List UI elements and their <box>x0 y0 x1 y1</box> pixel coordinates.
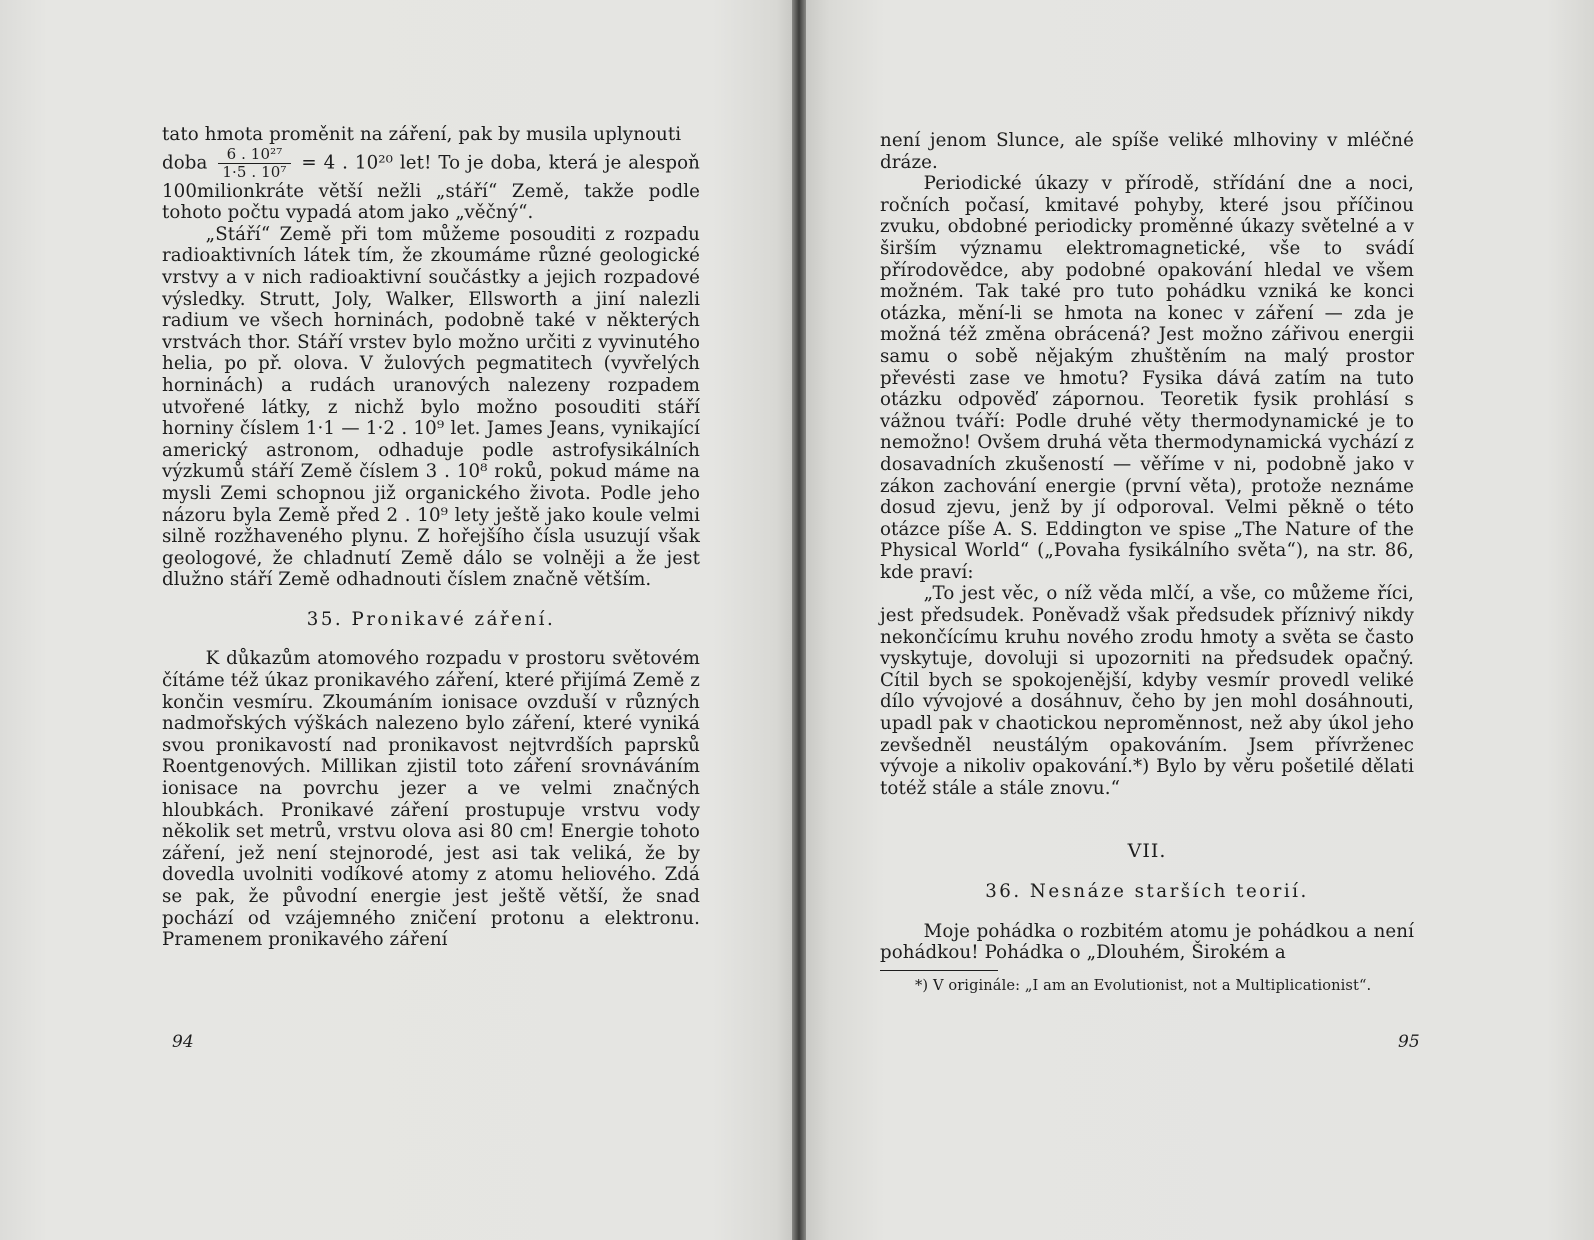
section-heading-35: 35. Pronikavé záření. <box>306 608 556 630</box>
left-page <box>0 0 792 1240</box>
page-number-left: 94 <box>172 1032 194 1052</box>
left-page-text <box>162 124 700 951</box>
right-paragraph-3: „To jest věc, o níž věda mlčí, a vše, co můžeme říci, jest předsudek. Poněvadž však předsudek příznivý nikdy nekončícímu kruhu nového zrodu hmoty a světa se často vyskytuje, dovoluji si upozorniti na předsudek opačný. Cítil bych se spokojenější, kdyby vesmír provedl veliké dílo vývojové a dosáhnuv, čeho by jen mohl dosáhnouti, upadl pak v chaotickou neproměnnost, než aby úkol jeho zevšedněl neustálým opakováním. Jsem přívrženec vývoje a nikoliv opakování.*) Bylo by věru pošetilé dělati totéž stále a stále znovu.“ <box>880 583 1414 799</box>
formula-denominator: 1·5 . 10⁷ <box>222 162 287 181</box>
left-formula-line <box>162 146 700 224</box>
formula-numerator: 6 . 10²⁷ <box>218 146 290 164</box>
formula-fraction <box>218 146 290 181</box>
right-paragraph-4: Moje pohádka o rozbitém atomu je pohádkou a není pohádkou! Pohádka o „Dlouhém, Širokém a <box>880 920 1414 964</box>
footnote-rule <box>880 970 998 971</box>
right-paragraph-1: není jenom Slunce, ale spíše veliké mlhoviny v mléčné dráze. <box>880 130 1414 173</box>
left-line-1: tato hmota proměnit na záření, pak by musila uplynouti <box>162 124 682 145</box>
book-gutter <box>792 0 806 1240</box>
right-page-text <box>880 130 1414 995</box>
page-number-right: 95 <box>1398 1032 1420 1052</box>
footnote: *) V originále: „I am an Evolutionist, not a Multiplicationist“. <box>915 976 1372 994</box>
section-heading-36: 36. Nesnáze starších teorií. <box>985 881 1309 902</box>
formula-suffix: = 4 . 10²⁰ let! To je doba, která je alespoň 100milionkráte větší nežli „stáří“ Země, takže podle tohoto počtu vypadá atom jako „věčný“. <box>162 152 700 224</box>
left-paragraph-2: „Stáří“ Země při tom můžeme posouditi z rozpadu radioaktivních látek tím, že zkoumáme různé geologické vrstvy a v nich radioaktivní součástky a jejich rozpadové výsledky. Strutt, Joly, Walker, Ellsworth a jiní nalezli radium ve všech horninách, podobně také v některých vrstvách thor. Stáří vrstev bylo možno určiti z vyvinutého helia, po př. olova. V žulových pegmatitech (vyvřelých horninách) a rudách uranových nalezeny rozpadem utvořené látky, z nichž bylo možno posouditi stáří horniny číslem 1·1 — 1·2 . 10⁹ let. James Jeans, vynikající americký astronom, odhaduje podle astrofysikálních výzkumů stáří Země číslem 3 . 10⁸ roků, pokud máme na mysli Zemi schopnou již organického života. Podle jeho názoru byla Země před 2 . 10⁹ lety ještě jako koule velmi silně rozžhaveného plynu. Z hořejšího čísla usuzují však geologové, že chladnutí Země dálo se volněji a že jest dlužno stáří Země odhadnouti číslem značně větším. <box>162 223 700 591</box>
chapter-number: VII. <box>1127 840 1167 863</box>
left-paragraph-3: K důkazům atomového rozpadu v prostoru světovém čítáme též úkaz pronikavého záření, které přijímá Země z končin vesmíru. Zkoumáním ionisace ovzduší v různých nadmořských výškách nalezeno bylo záření, které vyniká svou pronikavostí nad pronikavost nejtvrdších paprsků Roentgenových. Millikan zjistil toto záření srovnáváním ionisace na povrchu jezer a ve velmi značných hloubkách. Pronikavé záření prostupuje vrstvu vody několik set metrů, vrstvu olova asi 80 cm! Energie tohoto záření, jež není stejnorodé, jest asi tak veliká, že by dovedla uvolniti vodíkové atomy z atomu heliového. Zdá se pak, že původní energie jest ještě větší, že snad pochází od vzájemného zničení protonu a elektronu. Pramenem pronikavého záření <box>162 648 700 951</box>
right-paragraph-2: Periodické úkazy v přírodě, střídání dne a noci, ročních počasí, kmitavé pohyby, které jsou příčinou zvuku, obdobné periodicky proměnné úkazy světelné a v širším významu elektromagnetické, vše to svádí přírodovědce, aby podobné opakování hledal ve všem možném. Tak také pro tuto pohádku vzniká ke konci otázka, mění-li se hmota na konec v záření — zda je možná též změna obrácená? Jest možno zářivou energii samu o sobě nějakým zhuštěním na malý prostor převésti zase ve hmotu? Fysika dává zatím na tuto otázku odpověď zápornou. Teoretik fysik prohlásí s vážnou tváří: Podle druhé věty thermodynamické je to nemožno! Ovšem druhá věta thermodynamická vychází z dosavadních zkušeností — věříme v ni, podobně jako v zákon zachování energie (první věta), protože neznáme dosud zjevu, jenž by jí odporoval. Velmi pěkně o této otázce píše A. S. Eddington ve spise „The Nature of the Physical World“ („Povaha fysikálního světa“), na str. 86, kde praví: <box>880 173 1414 583</box>
right-page <box>806 0 1594 1240</box>
formula-prefix: doba <box>162 152 208 174</box>
